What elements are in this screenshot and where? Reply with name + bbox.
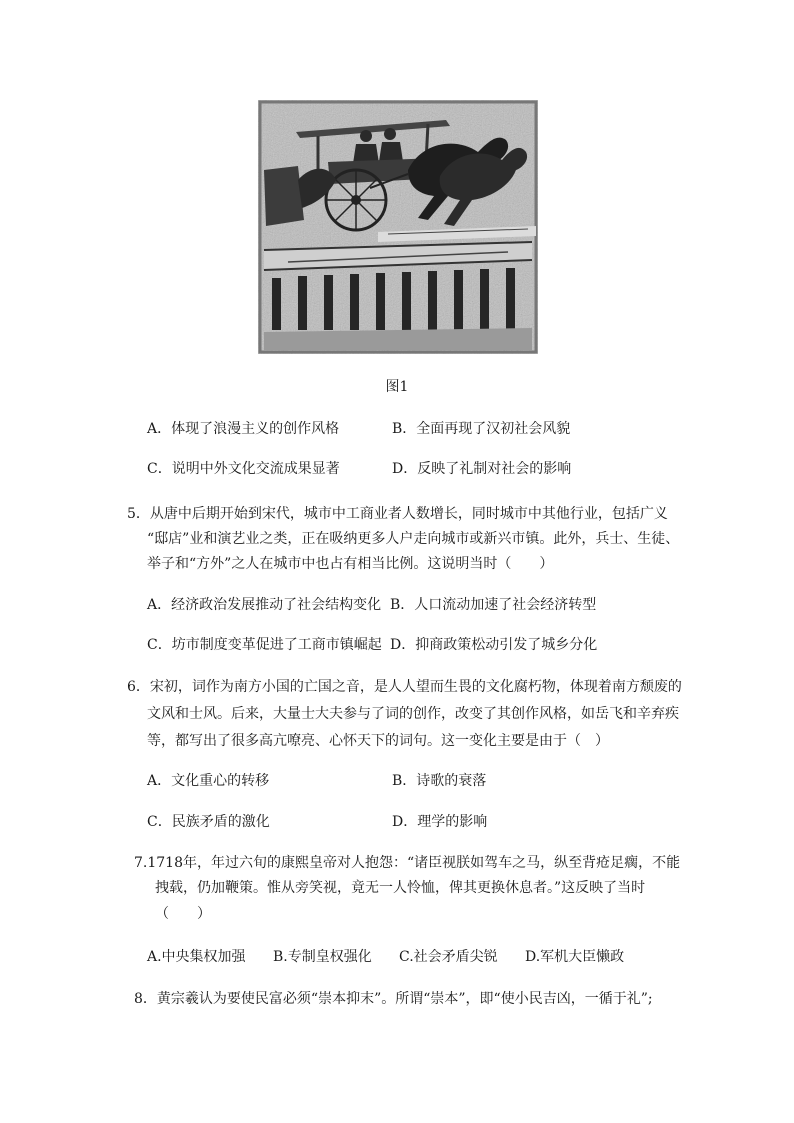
q4-option-a: A．体现了浪漫主义的创作风格 bbox=[147, 421, 340, 437]
q6-stem-line-3: 等，都写出了很多高亢嘹亮、心怀天下的词句。这一变化主要是由于（ ） bbox=[147, 733, 609, 749]
q7-option-b: B.专制皇权强化 bbox=[273, 949, 372, 965]
carriage-relief-illustration bbox=[258, 100, 538, 354]
q5-stem-line-2: “邸店”业和演艺业之类，正在吸纳更多人户走向城市或新兴市镇。此外，兵士、生徒、 bbox=[147, 531, 680, 547]
figure-1-image bbox=[258, 100, 538, 354]
q6-option-b: B．诗歌的衰落 bbox=[392, 773, 487, 789]
q5-option-b: B．人口流动加速了社会经济转型 bbox=[390, 597, 597, 613]
q6-option-a: A．文化重心的转移 bbox=[147, 773, 270, 789]
q4-option-c: C．说明中外文化交流成果显著 bbox=[147, 461, 340, 477]
q7-stem-line-3: （ ） bbox=[155, 906, 211, 922]
q5-option-a: A．经济政治发展推动了社会结构变化 bbox=[147, 597, 382, 613]
q7-option-c: C.社会矛盾尖锐 bbox=[399, 949, 498, 965]
q5-option-c: C．坊市制度变革促进了工商市镇崛起 bbox=[147, 637, 382, 653]
q8-stem-line-1: 8．黄宗羲认为要使民富必须“崇本抑末”。所谓“崇本”，即“使小民吉凶，一循于礼”; bbox=[134, 991, 653, 1007]
figure-caption: 图1 bbox=[385, 379, 409, 395]
q5-stem-line-3: 举子和“方外”之人在城市中也占有相当比例。这说明当时（ ） bbox=[147, 556, 554, 572]
q7-stem-line-2: 拽载，仍加鞭策。惟从旁笑视，竟无一人怜恤，俾其更换休息者。”这反映了当时 bbox=[155, 880, 646, 896]
q6-stem-line-2: 文风和士风。后来，大量士大夫参与了词的创作，改变了其创作风格，如岳飞和辛弃疾 bbox=[147, 706, 679, 722]
q7-option-d: D.军机大臣懒政 bbox=[525, 949, 625, 965]
q6-stem-line-1: 6．宋初，词作为南方小国的亡国之音，是人人望而生畏的文化腐朽物，体现着南方颓废的 bbox=[127, 679, 682, 695]
q5-stem-line-1: 5．从唐中后期开始到宋代，城市中工商业者人数增长，同时城市中其他行业，包括广义 bbox=[127, 506, 668, 522]
q4-option-d: D．反映了礼制对社会的影响 bbox=[392, 461, 572, 477]
q6-option-d: D．理学的影响 bbox=[392, 814, 488, 830]
q7-option-a: A.中央集权加强 bbox=[147, 949, 246, 965]
q4-option-b: B．全面再现了汉初社会风貌 bbox=[392, 421, 571, 437]
q6-option-c: C．民族矛盾的激化 bbox=[147, 814, 270, 830]
q5-option-d: D．抑商政策松动引发了城乡分化 bbox=[390, 637, 598, 653]
q7-stem-line-1: 7.1718年，年过六旬的康熙皇帝对人抱怨：“诸臣视朕如驾车之马，纵至背疮足瘸，不能 bbox=[134, 855, 681, 871]
